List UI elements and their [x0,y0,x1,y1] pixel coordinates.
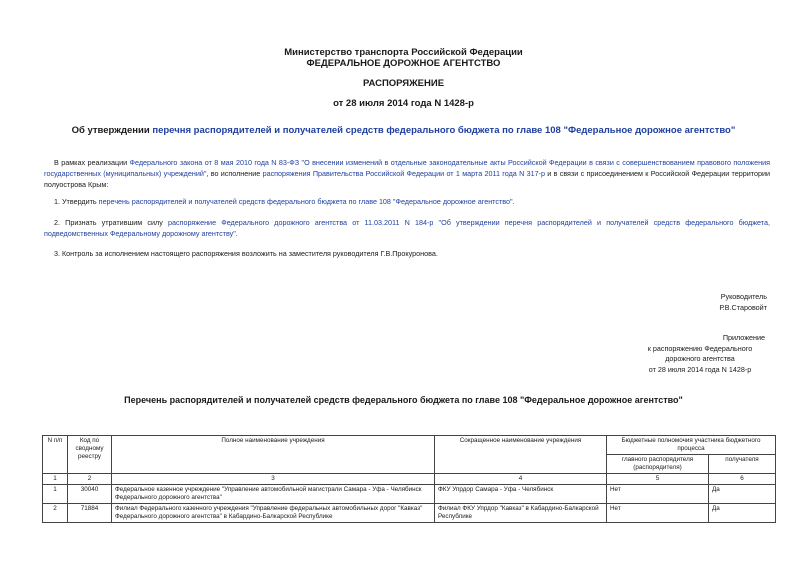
row-code: 71884 [68,504,112,523]
column-numbers-row [43,474,776,485]
row-recipient: Да [709,485,776,504]
row-full-name: Федеральное казенное учреждение "Управление автомобильной магистрали Самара - Уфа - Челябинск Федерального дорожного агентства" [112,485,435,504]
title-list-link[interactable]: перечня распорядителей и получателей средств федерального бюджета по главе 108 "Федеральное дорожное агентство" [152,125,736,136]
row-recipient: Да [709,504,776,523]
table-row [43,504,776,523]
table-header-row [43,436,776,455]
col-number: 3 [112,474,435,485]
table-row [43,485,776,504]
revoked-order-link[interactable]: распоряжение Федерального дорожного агентства от 11.03.2011 N 184-р "Об утверждении перечня распорядителей и получателей средств федерального бюджета, подведомственных Федеральному дорожному агентству" [44,218,770,238]
appendix-line-2: к распоряжению Федерального [647,343,753,353]
appendix-line-3: дорожного агентства [665,354,735,363]
item-1-end: . [512,197,515,206]
preamble-text-2: , во исполнение [206,169,263,178]
item-1-text: 1. Утвердить [54,197,99,206]
signature-role: Руководитель [720,292,767,301]
document-title [0,125,807,136]
ministry-name: Министерство транспорта Российской Федерации [284,47,523,58]
agency-name: ФЕДЕРАЛЬНОЕ ДОРОЖНОЕ АГЕНТСТВО [306,58,501,69]
appendix-note [630,333,770,375]
document-type: РАСПОРЯЖЕНИЕ [362,78,445,89]
row-main-manager: Нет [607,504,709,523]
row-short-name: Филиал ФКУ Упрдор "Кавказ" в Кабардино-Балкарской Республике [435,504,607,523]
recipients-table [42,435,776,523]
document-date: от 28 июля 2014 года N 1428-р [333,98,474,109]
title-prefix: Об утверждении [71,125,153,136]
item-2-paragraph [44,217,770,239]
header-main-manager: главного распорядителя (распорядителя) [607,455,709,474]
row-full-name: Филиал Федерального казенного учреждения "Управление федеральных автомобильных дорог "Кавказ" Федерального дорожного агентства" в Кабардино-Балкарской Республике [112,504,435,523]
row-code: 30040 [68,485,112,504]
signature-name: Р.В.Старовойт [719,303,767,312]
list-title: Перечень распорядителей и получателей средств федерального бюджета по главе 108 "Федеральное дорожное агентство" [124,395,683,405]
header-powers: Бюджетные полномочия участника бюджетного процесса [607,436,776,455]
preamble-text-1: В рамках реализации [54,158,130,167]
col-number: 6 [709,474,776,485]
header-recipient: получателя [709,455,776,474]
preamble-text-3: и в связи с присоединением к Российской Федерации территории полуострова Крым: [44,169,770,189]
row-main-manager: Нет [607,485,709,504]
item-1-paragraph [44,196,770,207]
item-3-paragraph: 3. Контроль за исполнением настоящего распоряжения возложить на заместителя руководителя Г.В.Прокуронова. [54,249,438,258]
federal-law-link[interactable]: Федерального закона от 8 мая 2010 года N 83-ФЗ "О внесении изменений в отдельные законодательные акты Российской Федерации в связи с совершенствованием правового положения государственных (муниципальных) учреждений" [44,158,770,178]
government-order-link[interactable]: распоряжения Правительства Российской Федерации от 1 марта 2011 года N 317-р [262,169,545,178]
signature-block [719,291,767,313]
appendix-line-4: от 28 июля 2014 года N 1428-р [648,364,752,374]
header-full-name: Полное наименование учреждения [112,436,435,474]
row-num: 2 [43,504,68,523]
item-2-end: . [235,229,238,238]
header-short-name: Сокращенное наименование учреждения [435,436,607,474]
col-number: 5 [607,474,709,485]
col-number: 2 [68,474,112,485]
col-number: 1 [43,474,68,485]
row-short-name: ФКУ Упрдор Самара - Уфа - Челябинск [435,485,607,504]
header-code: Код по сводному реестру [68,436,112,474]
approved-list-link[interactable]: перечень распорядителей и получателей средств федерального бюджета по главе 108 "Федеральное дорожное агентство" [98,197,513,206]
col-number: 4 [435,474,607,485]
item-2-text: 2. Признать утратившим силу [54,218,168,227]
header-num: N п/п [43,436,68,474]
preamble-paragraph [44,157,770,190]
appendix-line-1: Приложение [722,333,765,342]
row-num: 1 [43,485,68,504]
